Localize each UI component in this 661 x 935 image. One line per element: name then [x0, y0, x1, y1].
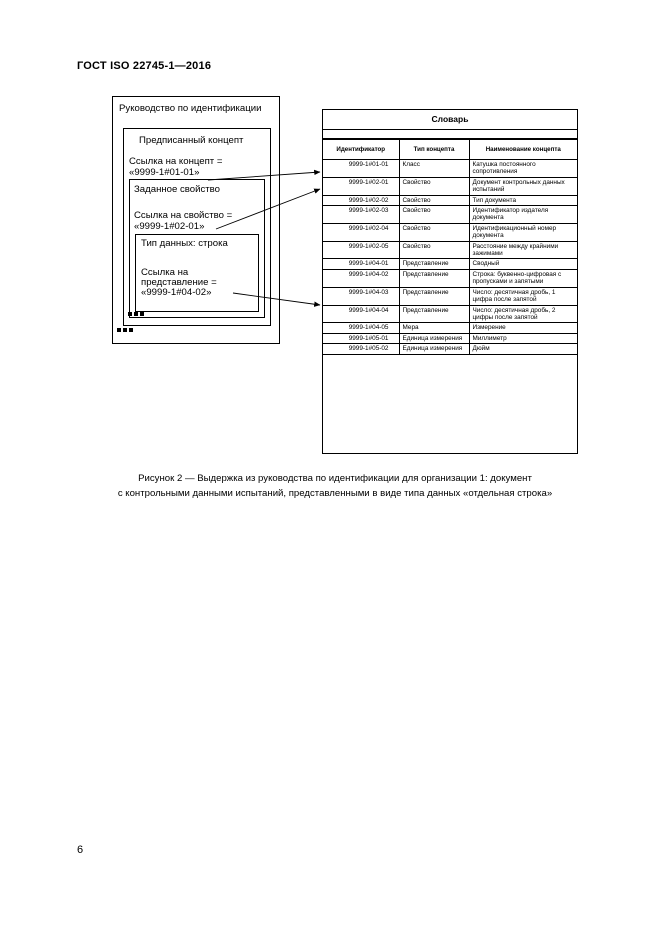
- cell-concept-name: Идентификационный номер документа: [469, 223, 577, 241]
- cell-identifier: 9999-1#04-03: [323, 287, 399, 305]
- representation-ref-line-2: представление =: [141, 277, 217, 288]
- cell-concept-type: Класс: [399, 160, 469, 178]
- cell-concept-type: Мера: [399, 323, 469, 333]
- cell-concept-name: Катушка постоянного сопротивления: [469, 160, 577, 178]
- caption-line-1: Рисунок 2 — Выдержка из руководства по идентификации для организации 1: документ: [138, 473, 532, 484]
- column-header-concept-type: Тип концепта: [399, 140, 469, 160]
- datatype-box-title: Тип данных: строка: [141, 238, 228, 249]
- cell-concept-type: Представление: [399, 259, 469, 269]
- cell-concept-type: Свойство: [399, 177, 469, 195]
- cell-concept-type: Единица измерения: [399, 344, 469, 354]
- cell-concept-type: Представление: [399, 287, 469, 305]
- cell-identifier: 9999-1#04-05: [323, 323, 399, 333]
- concept-box-title: Предписанный концепт: [139, 135, 244, 146]
- caption-line-2: с контрольными данными испытаний, представленными в виде типа данных «отдельная строка»: [117, 487, 553, 499]
- property-ref-line-2: «9999-1#02-01»: [134, 221, 205, 232]
- cell-identifier: 9999-1#04-04: [323, 305, 399, 323]
- cell-concept-name: Тип документа: [469, 195, 577, 205]
- cell-concept-type: Свойство: [399, 241, 469, 259]
- cell-concept-type: Единица измерения: [399, 333, 469, 343]
- cell-concept-name: Число: десятичная дробь, 2 цифры после запятой: [469, 305, 577, 323]
- cell-concept-name: Строка: буквенно-цифровая с пропусками и запятыми: [469, 269, 577, 287]
- column-header-identifier: Идентификатор: [323, 140, 399, 160]
- cell-concept-name: Измерение: [469, 323, 577, 333]
- cell-concept-type: Свойство: [399, 206, 469, 224]
- cell-identifier: 9999-1#05-01: [323, 333, 399, 343]
- cell-identifier: 9999-1#02-03: [323, 206, 399, 224]
- cell-identifier: 9999-1#04-02: [323, 269, 399, 287]
- cell-identifier: 9999-1#02-04: [323, 223, 399, 241]
- page-number: 6: [77, 844, 84, 856]
- arrow-representation-to-string: [233, 293, 320, 305]
- cell-concept-name: Документ контрольных данных испытаний: [469, 177, 577, 195]
- cell-identifier: 9999-1#01-01: [323, 160, 399, 178]
- cell-identifier: 9999-1#02-01: [323, 177, 399, 195]
- cell-concept-name: Идентификатор издателя документа: [469, 206, 577, 224]
- representation-ref-line-1: Ссылка на: [141, 267, 189, 278]
- representation-ref-line-3: «9999-1#04-02»: [141, 287, 212, 298]
- guide-title: Руководство по идентификации: [119, 103, 262, 114]
- cell-concept-name: Дюйм: [469, 344, 577, 354]
- cell-concept-type: Представление: [399, 305, 469, 323]
- property-box-title: Заданное свойство: [134, 184, 220, 195]
- cell-concept-type: Свойство: [399, 223, 469, 241]
- cell-concept-name: Сводный: [469, 259, 577, 269]
- cell-concept-name: Расстояние между крайними зажимами: [469, 241, 577, 259]
- document-header: ГОСТ ISO 22745-1—2016: [77, 60, 212, 72]
- column-header-concept-name: Наименование концепта: [469, 140, 577, 160]
- cell-concept-name: Миллиметр: [469, 333, 577, 343]
- figure-caption: [90, 472, 580, 501]
- cell-identifier: 9999-1#02-02: [323, 195, 399, 205]
- concept-ref-line-1: Ссылка на концепт =: [129, 156, 223, 167]
- cell-concept-type: Свойство: [399, 195, 469, 205]
- arrow-property-to-property: [216, 189, 320, 229]
- property-ref-line-1: Ссылка на свойство =: [134, 210, 233, 221]
- cell-concept-type: Представление: [399, 269, 469, 287]
- cell-concept-name: Число: десятичная дробь, 1 цифра после запятой: [469, 287, 577, 305]
- cell-identifier: 9999-1#05-02: [323, 344, 399, 354]
- arrow-concept-to-class: [208, 172, 320, 180]
- dictionary-title: Словарь: [323, 110, 577, 130]
- cell-identifier: 9999-1#04-01: [323, 259, 399, 269]
- cell-identifier: 9999-1#02-05: [323, 241, 399, 259]
- concept-ref-line-2: «9999-1#01-01»: [129, 167, 200, 178]
